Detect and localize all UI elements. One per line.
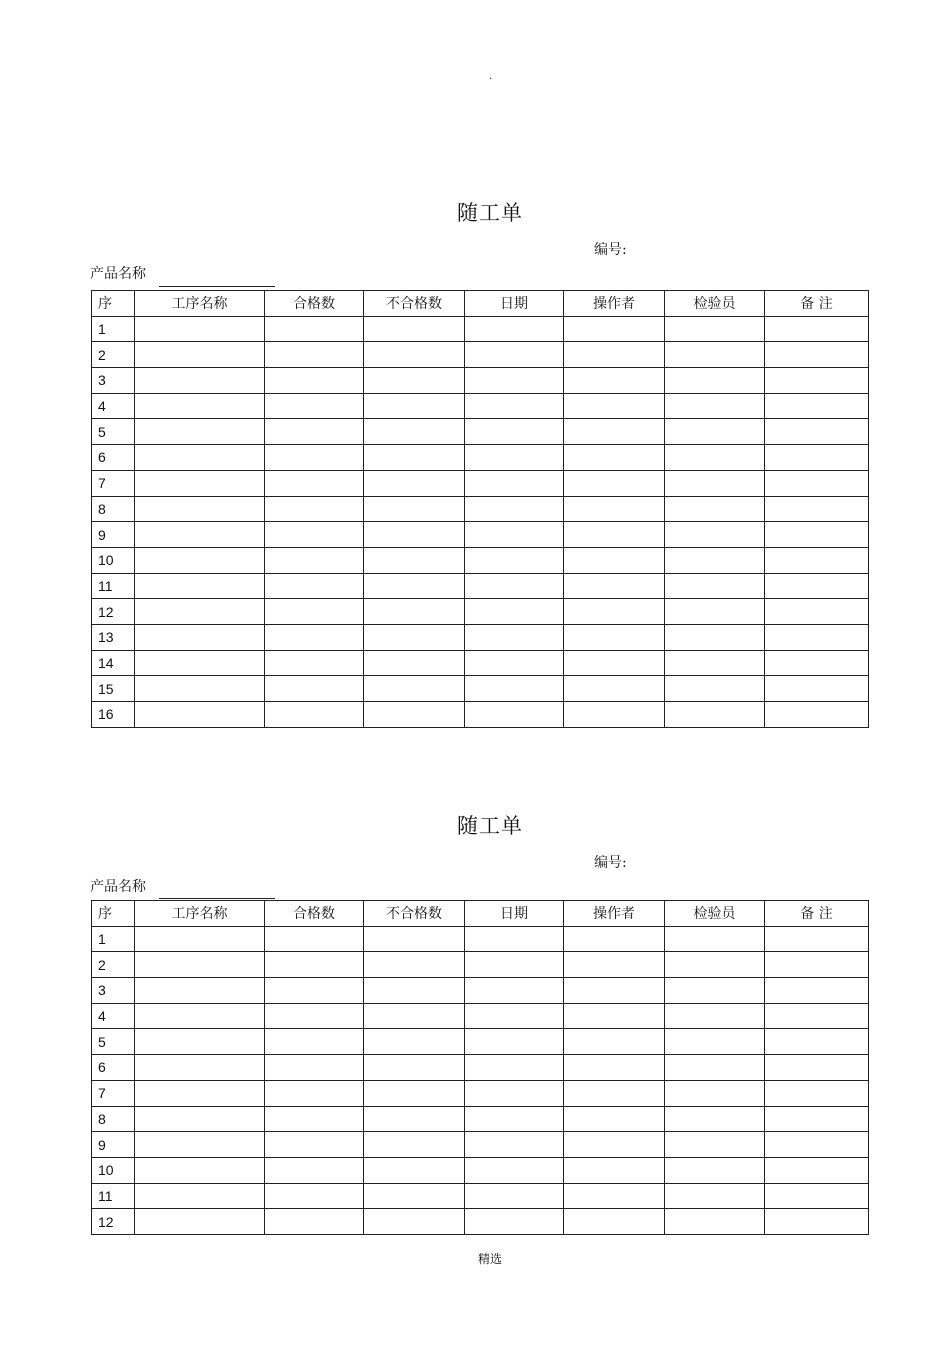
operator-cell[interactable] <box>564 978 665 1004</box>
operator-cell[interactable] <box>564 316 665 342</box>
remarks-cell[interactable] <box>765 316 869 342</box>
row-number-cell: 16 <box>92 702 135 728</box>
inspector-cell[interactable] <box>665 624 765 650</box>
inspector-cell[interactable] <box>665 952 765 978</box>
table-body <box>92 316 869 727</box>
inspector-cell[interactable] <box>665 676 765 702</box>
table-row <box>92 368 869 394</box>
operator-cell[interactable] <box>564 702 665 728</box>
date-cell[interactable] <box>465 496 564 522</box>
operator-cell[interactable] <box>564 1029 665 1055</box>
remarks-cell[interactable] <box>765 926 869 952</box>
qualified-count-cell[interactable] <box>265 1003 364 1029</box>
row-number-cell: 11 <box>92 1183 135 1209</box>
qualified-count-cell[interactable] <box>265 1183 364 1209</box>
date-cell[interactable] <box>465 926 564 952</box>
remarks-cell[interactable] <box>765 522 869 548</box>
row-number-cell: 3 <box>92 978 135 1004</box>
date-cell[interactable] <box>465 978 564 1004</box>
process-name-cell[interactable] <box>135 393 265 419</box>
process-name-cell[interactable] <box>135 547 265 573</box>
row-number-cell: 14 <box>92 650 135 676</box>
table-row <box>92 1080 869 1106</box>
row-number-cell: 4 <box>92 393 135 419</box>
column-header-seq: 序 <box>92 901 135 927</box>
row-number-cell: 4 <box>92 1003 135 1029</box>
process-name-cell[interactable] <box>135 1029 265 1055</box>
remarks-cell[interactable] <box>765 1132 869 1158</box>
inspector-cell[interactable] <box>665 1080 765 1106</box>
date-cell[interactable] <box>465 316 564 342</box>
unqualified-count-cell[interactable] <box>364 1183 465 1209</box>
qualified-count-cell[interactable] <box>265 496 364 522</box>
inspector-cell[interactable] <box>665 419 765 445</box>
qualified-count-cell[interactable] <box>265 599 364 625</box>
date-cell[interactable] <box>465 1029 564 1055</box>
date-cell[interactable] <box>465 1080 564 1106</box>
operator-cell[interactable] <box>564 445 665 471</box>
row-number-cell: 6 <box>92 1055 135 1081</box>
remarks-cell[interactable] <box>765 624 869 650</box>
date-cell[interactable] <box>465 952 564 978</box>
row-number-cell: 9 <box>92 522 135 548</box>
unqualified-count-cell[interactable] <box>364 978 465 1004</box>
process-name-cell[interactable] <box>135 624 265 650</box>
column-header-inspector: 检验员 <box>665 901 765 927</box>
qualified-count-cell[interactable] <box>265 1157 364 1183</box>
operator-cell[interactable] <box>564 573 665 599</box>
unqualified-count-cell[interactable] <box>364 1209 465 1235</box>
process-name-cell[interactable] <box>135 1055 265 1081</box>
remarks-cell[interactable] <box>765 573 869 599</box>
operator-cell[interactable] <box>564 1183 665 1209</box>
unqualified-count-cell[interactable] <box>364 393 465 419</box>
process-name-cell[interactable] <box>135 316 265 342</box>
unqualified-count-cell[interactable] <box>364 1055 465 1081</box>
product-name-field[interactable] <box>159 898 275 899</box>
operator-cell[interactable] <box>564 624 665 650</box>
remarks-cell[interactable] <box>765 952 869 978</box>
date-cell[interactable] <box>465 445 564 471</box>
column-header-remarks: 备 注 <box>765 901 869 927</box>
process-name-cell[interactable] <box>135 676 265 702</box>
process-name-cell[interactable] <box>135 573 265 599</box>
table-row <box>92 676 869 702</box>
date-cell[interactable] <box>465 573 564 599</box>
qualified-count-cell[interactable] <box>265 368 364 394</box>
process-name-cell[interactable] <box>135 650 265 676</box>
operator-cell[interactable] <box>564 342 665 368</box>
qualified-count-cell[interactable] <box>265 1132 364 1158</box>
date-cell[interactable] <box>465 470 564 496</box>
table-row <box>92 1003 869 1029</box>
table-row <box>92 1209 869 1235</box>
qualified-count-cell[interactable] <box>265 624 364 650</box>
inspector-cell[interactable] <box>665 368 765 394</box>
table-row <box>92 926 869 952</box>
table-row <box>92 445 869 471</box>
inspector-cell[interactable] <box>665 1055 765 1081</box>
date-cell[interactable] <box>465 1055 564 1081</box>
inspector-cell[interactable] <box>665 445 765 471</box>
operator-cell[interactable] <box>564 368 665 394</box>
remarks-cell[interactable] <box>765 702 869 728</box>
unqualified-count-cell[interactable] <box>364 1003 465 1029</box>
form-title: 随工单 <box>457 201 523 225</box>
process-name-cell[interactable] <box>135 1003 265 1029</box>
table-header-row <box>92 291 869 317</box>
remarks-cell[interactable] <box>765 1029 869 1055</box>
qualified-count-cell[interactable] <box>265 522 364 548</box>
inspector-cell[interactable] <box>665 599 765 625</box>
column-header-date: 日期 <box>465 291 564 317</box>
row-number-cell: 2 <box>92 952 135 978</box>
row-number-cell: 1 <box>92 926 135 952</box>
inspector-cell[interactable] <box>665 316 765 342</box>
process-name-cell[interactable] <box>135 368 265 394</box>
qualified-count-cell[interactable] <box>265 342 364 368</box>
table-row <box>92 1106 869 1132</box>
row-number-cell: 9 <box>92 1132 135 1158</box>
remarks-cell[interactable] <box>765 1003 869 1029</box>
qualified-count-cell[interactable] <box>265 978 364 1004</box>
operator-cell[interactable] <box>564 522 665 548</box>
column-header-unqualified-count: 不合格数 <box>364 901 465 927</box>
inspector-cell[interactable] <box>665 978 765 1004</box>
inspector-cell[interactable] <box>665 702 765 728</box>
process-name-cell[interactable] <box>135 1080 265 1106</box>
date-cell[interactable] <box>465 1183 564 1209</box>
unqualified-count-cell[interactable] <box>364 1080 465 1106</box>
inspector-cell[interactable] <box>665 393 765 419</box>
unqualified-count-cell[interactable] <box>364 522 465 548</box>
unqualified-count-cell[interactable] <box>364 573 465 599</box>
table-row <box>92 547 869 573</box>
work-order-table <box>91 290 869 728</box>
column-header-qualified-count: 合格数 <box>265 901 364 927</box>
inspector-cell[interactable] <box>665 496 765 522</box>
remarks-cell[interactable] <box>765 342 869 368</box>
table-row <box>92 1157 869 1183</box>
table-row <box>92 599 869 625</box>
unqualified-count-cell[interactable] <box>364 650 465 676</box>
column-header-operator: 操作者 <box>564 291 665 317</box>
remarks-cell[interactable] <box>765 393 869 419</box>
process-name-cell[interactable] <box>135 952 265 978</box>
remarks-cell[interactable] <box>765 1157 869 1183</box>
process-name-cell[interactable] <box>135 978 265 1004</box>
inspector-cell[interactable] <box>665 1157 765 1183</box>
product-name-label: 产品名称 <box>90 879 146 895</box>
unqualified-count-cell[interactable] <box>364 316 465 342</box>
qualified-count-cell[interactable] <box>265 393 364 419</box>
inspector-cell[interactable] <box>665 926 765 952</box>
column-header-process-name: 工序名称 <box>135 901 265 927</box>
qualified-count-cell[interactable] <box>265 1209 364 1235</box>
operator-cell[interactable] <box>564 1003 665 1029</box>
table-row <box>92 978 869 1004</box>
operator-cell[interactable] <box>564 1209 665 1235</box>
unqualified-count-cell[interactable] <box>364 368 465 394</box>
date-cell[interactable] <box>465 1003 564 1029</box>
unqualified-count-cell[interactable] <box>364 470 465 496</box>
process-name-cell[interactable] <box>135 702 265 728</box>
row-number-cell: 1 <box>92 316 135 342</box>
qualified-count-cell[interactable] <box>265 445 364 471</box>
operator-cell[interactable] <box>564 1106 665 1132</box>
unqualified-count-cell[interactable] <box>364 1106 465 1132</box>
number-label: 编号: <box>594 855 627 871</box>
unqualified-count-cell[interactable] <box>364 547 465 573</box>
remarks-cell[interactable] <box>765 676 869 702</box>
table-row <box>92 470 869 496</box>
row-number-cell: 5 <box>92 419 135 445</box>
table-row <box>92 496 869 522</box>
inspector-cell[interactable] <box>665 342 765 368</box>
remarks-cell[interactable] <box>765 1183 869 1209</box>
inspector-cell[interactable] <box>665 470 765 496</box>
remarks-cell[interactable] <box>765 650 869 676</box>
unqualified-count-cell[interactable] <box>364 624 465 650</box>
row-number-cell: 12 <box>92 1209 135 1235</box>
process-name-cell[interactable] <box>135 342 265 368</box>
process-name-cell[interactable] <box>135 1132 265 1158</box>
unqualified-count-cell[interactable] <box>364 1029 465 1055</box>
column-header-qualified-count: 合格数 <box>265 291 364 317</box>
date-cell[interactable] <box>465 342 564 368</box>
remarks-cell[interactable] <box>765 978 869 1004</box>
unqualified-count-cell[interactable] <box>364 1132 465 1158</box>
qualified-count-cell[interactable] <box>265 470 364 496</box>
inspector-cell[interactable] <box>665 522 765 548</box>
operator-cell[interactable] <box>564 393 665 419</box>
table-row <box>92 393 869 419</box>
qualified-count-cell[interactable] <box>265 573 364 599</box>
row-number-cell: 10 <box>92 547 135 573</box>
date-cell[interactable] <box>465 1106 564 1132</box>
process-name-cell[interactable] <box>135 419 265 445</box>
row-number-cell: 2 <box>92 342 135 368</box>
unqualified-count-cell[interactable] <box>364 599 465 625</box>
form-title: 随工单 <box>457 814 523 838</box>
remarks-cell[interactable] <box>765 599 869 625</box>
remarks-cell[interactable] <box>765 368 869 394</box>
date-cell[interactable] <box>465 522 564 548</box>
date-cell[interactable] <box>465 1132 564 1158</box>
unqualified-count-cell[interactable] <box>364 952 465 978</box>
date-cell[interactable] <box>465 368 564 394</box>
row-number-cell: 13 <box>92 624 135 650</box>
qualified-count-cell[interactable] <box>265 1055 364 1081</box>
date-cell[interactable] <box>465 419 564 445</box>
operator-cell[interactable] <box>564 1132 665 1158</box>
column-header-seq: 序 <box>92 291 135 317</box>
process-name-cell[interactable] <box>135 470 265 496</box>
row-number-cell: 11 <box>92 573 135 599</box>
date-cell[interactable] <box>465 1209 564 1235</box>
date-cell[interactable] <box>465 599 564 625</box>
date-cell[interactable] <box>465 676 564 702</box>
operator-cell[interactable] <box>564 1055 665 1081</box>
table-row <box>92 702 869 728</box>
operator-cell[interactable] <box>564 470 665 496</box>
inspector-cell[interactable] <box>665 1132 765 1158</box>
operator-cell[interactable] <box>564 650 665 676</box>
remarks-cell[interactable] <box>765 1106 869 1132</box>
row-number-cell: 15 <box>92 676 135 702</box>
inspector-cell[interactable] <box>665 1003 765 1029</box>
column-header-process-name: 工序名称 <box>135 291 265 317</box>
table-row <box>92 1183 869 1209</box>
date-cell[interactable] <box>465 547 564 573</box>
number-label: 编号: <box>594 242 627 258</box>
row-number-cell: 8 <box>92 496 135 522</box>
table-row <box>92 1055 869 1081</box>
qualified-count-cell[interactable] <box>265 1029 364 1055</box>
unqualified-count-cell[interactable] <box>364 342 465 368</box>
qualified-count-cell[interactable] <box>265 702 364 728</box>
unqualified-count-cell[interactable] <box>364 445 465 471</box>
column-header-unqualified-count: 不合格数 <box>364 291 465 317</box>
qualified-count-cell[interactable] <box>265 547 364 573</box>
inspector-cell[interactable] <box>665 650 765 676</box>
qualified-count-cell[interactable] <box>265 316 364 342</box>
process-name-cell[interactable] <box>135 599 265 625</box>
qualified-count-cell[interactable] <box>265 1106 364 1132</box>
column-header-date: 日期 <box>465 901 564 927</box>
date-cell[interactable] <box>465 393 564 419</box>
qualified-count-cell[interactable] <box>265 419 364 445</box>
table-row <box>92 1029 869 1055</box>
table-row <box>92 573 869 599</box>
table-body <box>92 926 869 1234</box>
process-name-cell[interactable] <box>135 445 265 471</box>
unqualified-count-cell[interactable] <box>364 676 465 702</box>
remarks-cell[interactable] <box>765 1080 869 1106</box>
remarks-cell[interactable] <box>765 1209 869 1235</box>
process-name-cell[interactable] <box>135 496 265 522</box>
inspector-cell[interactable] <box>665 1183 765 1209</box>
remarks-cell[interactable] <box>765 547 869 573</box>
inspector-cell[interactable] <box>665 573 765 599</box>
row-number-cell: 3 <box>92 368 135 394</box>
remarks-cell[interactable] <box>765 419 869 445</box>
work-order-table <box>91 900 869 1235</box>
qualified-count-cell[interactable] <box>265 952 364 978</box>
inspector-cell[interactable] <box>665 1029 765 1055</box>
process-name-cell[interactable] <box>135 522 265 548</box>
product-name-label: 产品名称 <box>90 266 146 282</box>
row-number-cell: 5 <box>92 1029 135 1055</box>
table-row <box>92 419 869 445</box>
table-row <box>92 1132 869 1158</box>
operator-cell[interactable] <box>564 547 665 573</box>
unqualified-count-cell[interactable] <box>364 496 465 522</box>
page-top-mark: . <box>489 71 493 82</box>
qualified-count-cell[interactable] <box>265 676 364 702</box>
qualified-count-cell[interactable] <box>265 650 364 676</box>
page-footer: 精选 <box>477 1252 502 1266</box>
inspector-cell[interactable] <box>665 1106 765 1132</box>
operator-cell[interactable] <box>564 419 665 445</box>
operator-cell[interactable] <box>564 599 665 625</box>
row-number-cell: 10 <box>92 1157 135 1183</box>
column-header-operator: 操作者 <box>564 901 665 927</box>
operator-cell[interactable] <box>564 926 665 952</box>
qualified-count-cell[interactable] <box>265 1080 364 1106</box>
date-cell[interactable] <box>465 624 564 650</box>
date-cell[interactable] <box>465 650 564 676</box>
remarks-cell[interactable] <box>765 470 869 496</box>
process-name-cell[interactable] <box>135 1183 265 1209</box>
remarks-cell[interactable] <box>765 496 869 522</box>
unqualified-count-cell[interactable] <box>364 702 465 728</box>
inspector-cell[interactable] <box>665 547 765 573</box>
column-header-remarks: 备 注 <box>765 291 869 317</box>
row-number-cell: 8 <box>92 1106 135 1132</box>
column-header-inspector: 检验员 <box>665 291 765 317</box>
date-cell[interactable] <box>465 702 564 728</box>
process-name-cell[interactable] <box>135 1157 265 1183</box>
operator-cell[interactable] <box>564 952 665 978</box>
operator-cell[interactable] <box>564 676 665 702</box>
table-row <box>92 650 869 676</box>
unqualified-count-cell[interactable] <box>364 419 465 445</box>
table-header-row <box>92 901 869 927</box>
table-row <box>92 522 869 548</box>
table-row <box>92 624 869 650</box>
table-row <box>92 952 869 978</box>
operator-cell[interactable] <box>564 496 665 522</box>
operator-cell[interactable] <box>564 1157 665 1183</box>
row-number-cell: 6 <box>92 445 135 471</box>
process-name-cell[interactable] <box>135 1209 265 1235</box>
inspector-cell[interactable] <box>665 1209 765 1235</box>
process-name-cell[interactable] <box>135 1106 265 1132</box>
row-number-cell: 12 <box>92 599 135 625</box>
qualified-count-cell[interactable] <box>265 926 364 952</box>
unqualified-count-cell[interactable] <box>364 1157 465 1183</box>
remarks-cell[interactable] <box>765 1055 869 1081</box>
table-row <box>92 342 869 368</box>
process-name-cell[interactable] <box>135 926 265 952</box>
row-number-cell: 7 <box>92 1080 135 1106</box>
operator-cell[interactable] <box>564 1080 665 1106</box>
remarks-cell[interactable] <box>765 445 869 471</box>
row-number-cell: 7 <box>92 470 135 496</box>
date-cell[interactable] <box>465 1157 564 1183</box>
unqualified-count-cell[interactable] <box>364 926 465 952</box>
product-name-field[interactable] <box>159 286 275 287</box>
table-row <box>92 316 869 342</box>
